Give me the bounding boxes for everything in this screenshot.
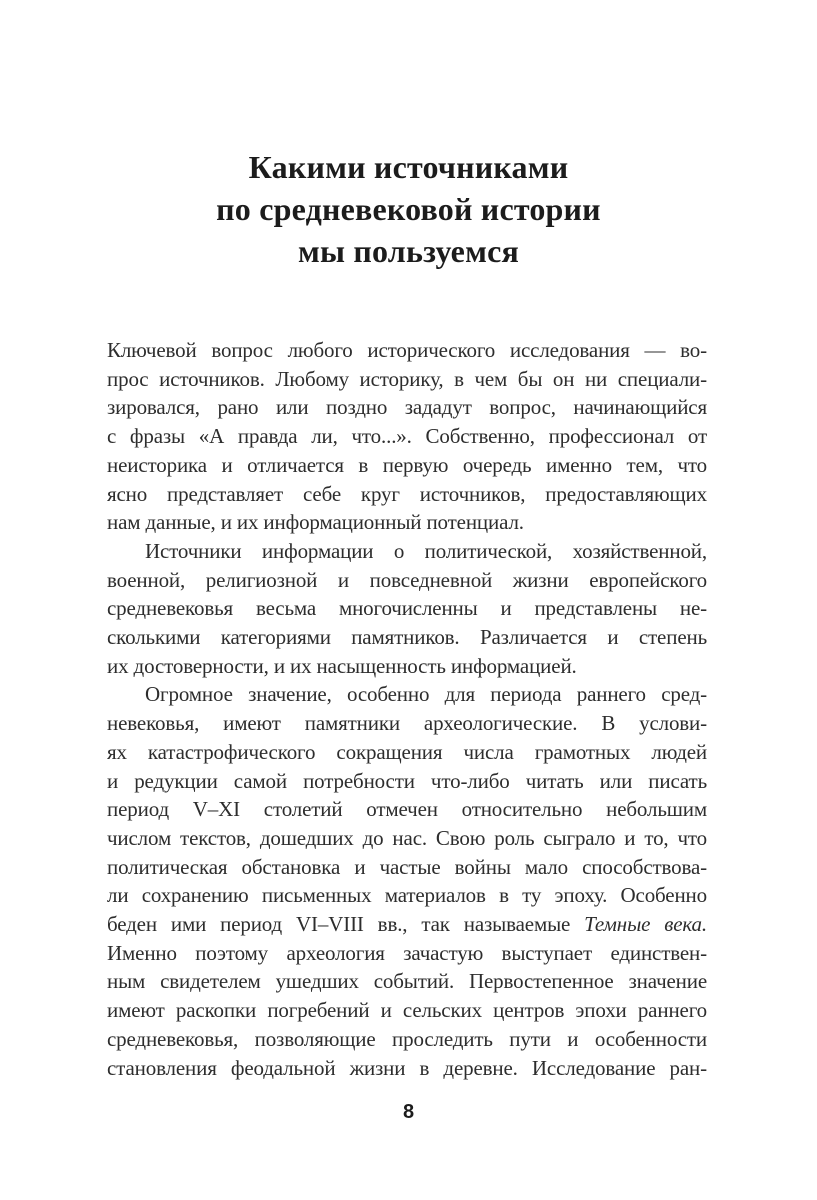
italic-term: Темные века. [584,912,707,937]
text-segment: с фразы «А правда ли, что...». Собственно, профессионал от [107,424,707,449]
text-segment: числом текстов, дошедших до нас. Свою роль сыграло и то, что [107,825,707,850]
text-segment: сколькими категориями памятников. Различается и степень [107,625,707,650]
text-segment: имеют раскопки погребений и сельских центров эпохи раннего [107,998,707,1023]
text-line [107,365,707,394]
text-line [107,652,707,681]
text-segment: Ключевой вопрос любого исторического исследования — во- [107,338,707,362]
text-segment: их достоверности, и их насыщенность информацией. [107,653,577,678]
text-line [107,853,707,882]
text-line [107,795,707,824]
text-line [107,767,707,796]
text-line [107,451,707,480]
text-segment: Огромное значение, особенно для периода раннего сред- [145,682,707,707]
text-line [107,939,707,968]
text-segment: политическая обстановка и частые войны мало способствова- [107,854,707,879]
text-segment: Источники информации о политической, хозяйственной, [145,538,707,563]
text-segment: ным свидетелем ушедших событий. Первостепенное значение [107,969,707,994]
text-line [107,680,707,709]
text-line [107,738,707,767]
chapter-title-line: Какими источниками [248,149,569,185]
text-segment: ясно представляет себе круг источников, предоставляющих [107,481,707,506]
text-segment: ли сохранению письменных материалов в ту эпоху. Особенно [107,883,707,908]
text-line [107,422,707,451]
text-line [107,537,707,566]
body-text [107,336,707,1082]
text-line [107,910,707,939]
text-segment: зировался, рано или поздно зададут вопрос, начинающийся [107,395,707,420]
text-segment: и редукции самой потребности что-либо читать или писать [107,768,707,793]
text-line [107,508,707,537]
text-line [107,967,707,996]
chapter-title-line: мы пользуемся [298,233,519,269]
text-line [107,566,707,595]
text-segment: становления феодальной жизни в деревне. Исследование ран- [107,1055,707,1080]
page-number: 8 [402,1101,415,1123]
text-line [107,709,707,738]
chapter-title [0,146,817,272]
text-line [107,393,707,422]
text-segment: средневековья весьма многочисленны и представлены не- [107,596,707,621]
chapter-title-line: по средневековой истории [216,191,601,227]
text-segment: период V–XI столетий отмечен относительно небольшим [107,797,707,822]
text-segment: прос источников. Любому историку, в чем бы он ни специали- [107,366,707,391]
text-line [107,824,707,853]
text-line [107,594,707,623]
text-line [107,480,707,509]
text-segment: нам данные, и их информационный потенциал. [107,510,524,535]
text-segment: Именно поэтому археология зачастую выступает единствен- [107,940,707,965]
text-line [107,996,707,1025]
text-segment: средневековья, позволяющие проследить пути и особенности [107,1026,707,1051]
text-line [107,1054,707,1083]
text-segment: невековья, имеют памятники археологические. В услови- [107,711,707,736]
text-segment: неисторика и отличается в первую очередь именно тем, что [107,452,707,477]
text-segment: ях катастрофического сокращения числа грамотных людей [107,739,707,764]
text-line [107,1025,707,1054]
text-segment: беден ими период VI–VIII вв., так называемые [107,912,585,937]
text-line [107,336,707,365]
text-line [107,623,707,652]
text-line [107,881,707,910]
text-segment: военной, религиозной и повседневной жизни европейского [107,567,707,592]
